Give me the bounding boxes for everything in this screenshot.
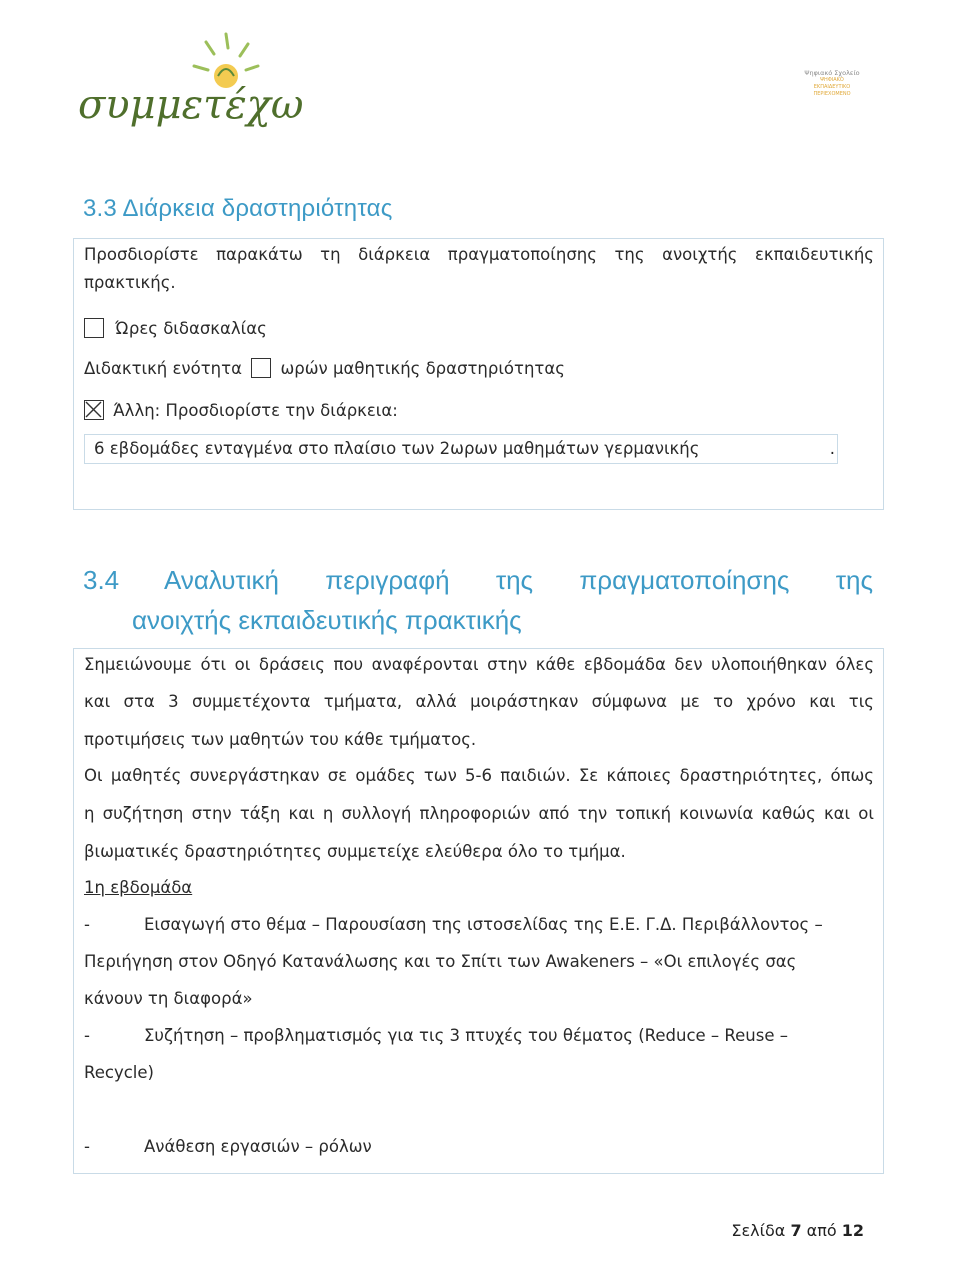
bullet-1-line3: κάνουν τη διαφορά»: [84, 989, 253, 1008]
digital-school-seal: [778, 22, 874, 134]
option-teaching-unit: [84, 358, 565, 378]
bullet-1-text: Εισαγωγή στο θέμα – Παρουσίαση της ιστοσελίδας της Ε.Ε. Γ.Δ. Περιβάλλοντος –: [144, 915, 823, 934]
seal-line-2: ΨΗΦΙΑΚΟ: [820, 77, 844, 83]
desc-p1-line3: προτιμήσεις των μαθητών του κάθε τμήματος.: [84, 730, 477, 749]
bullet-1-line1: [84, 915, 823, 934]
desc-p2-line3: βιωματικές δραστηριότητες συμμετείχε ελεύθερα όλο το τμήμα.: [84, 842, 626, 861]
seal-line-3: ΕΚΠΑΙΔΕΥΤΙΚΟ: [813, 84, 851, 90]
bullet-2-text: Συζήτηση – προβληματισμός για τις 3 πτυχές του θέματος (Reduce – Reuse –: [144, 1026, 788, 1045]
desc-p2-line2: η συζήτηση στην τάξη και η συλλογή πληροφοριών από την τοπική κοινωνία καθώς και οι: [84, 804, 874, 823]
bullet-3-dash: -: [84, 1137, 90, 1156]
footer-total-pages: 12: [841, 1221, 864, 1240]
other-checkbox-checked[interactable]: [84, 400, 104, 420]
bullet-3-text: Ανάθεση εργασιών – ρόλων: [144, 1137, 372, 1156]
desc-p2-line1: Οι μαθητές συνεργάστηκαν σε ομάδες των 5-6 παιδιών. Σε κάποιες δραστηριότητες, όπως: [84, 766, 874, 785]
desc-p1-line2: και στα 3 συμμετέχοντα τμήματα, αλλά μοιράστηκαν σύμφωνα με το χρόνο και τις: [84, 692, 874, 711]
teaching-unit-checkbox[interactable]: [251, 358, 271, 378]
bullet-2-dash: -: [84, 1026, 90, 1045]
bullet-1-line2: Περιήγηση στον Οδηγό Κατανάλωσης και το Σπίτι των Awakeners – «Οι επιλογές σας: [84, 952, 797, 971]
seal-line-1: Ψηφιακό Σχολείο: [804, 69, 860, 77]
option-teaching-unit-label: Διδακτική ενότητα: [84, 359, 242, 378]
option-student-hours-label: ωρών μαθητικής δραστηριότητας: [280, 359, 565, 378]
duration-intro-line2: πρακτικής.: [84, 273, 176, 292]
footer-of-word: από: [806, 1221, 837, 1240]
other-duration-dot: .: [829, 439, 835, 458]
duration-intro-line1: Προσδιορίστε παρακάτω τη διάρκεια πραγματοποίησης της ανοιχτής εκπαιδευτικής: [84, 245, 874, 264]
option-other-label: Άλλη: Προσδιορίστε την διάρκεια:: [113, 401, 398, 420]
option-other: [84, 400, 398, 420]
bullet-1-dash: -: [84, 915, 90, 934]
bullet-2-line2: Recycle): [84, 1063, 154, 1082]
week-1-heading: 1η εβδομάδα: [84, 878, 193, 897]
other-duration-field[interactable]: [84, 434, 838, 464]
symmeteho-logo: [76, 26, 304, 138]
bullet-2-line1: [84, 1026, 788, 1045]
section-3-3-title: 3.3 Διάρκεια δραστηριότητας: [83, 195, 393, 222]
option-teaching-hours: [84, 318, 267, 338]
option-teaching-hours-label: Ώρες διδασκαλίας: [115, 319, 267, 338]
description-box: [73, 648, 884, 1174]
other-duration-value: 6 εβδομάδες ενταγμένα στο πλαίσιο των 2ωρων μαθημάτων γερμανικής: [94, 439, 700, 458]
logo-wordmark: συμμετέχω: [78, 82, 304, 128]
section-3-4-title-line1: 3.4 Αναλυτική περιγραφή της πραγματοποίησης της: [83, 565, 873, 595]
section-3-4-title-line2: ανοιχτής εκπαιδευτικής πρακτικής: [132, 605, 522, 635]
teaching-hours-checkbox[interactable]: [84, 318, 104, 338]
bullet-3-line1: [84, 1137, 372, 1156]
footer-page-word: Σελίδα: [731, 1221, 786, 1240]
footer-current-page: 7: [790, 1221, 802, 1240]
desc-p1-line1: Σημειώνουμε ότι οι δράσεις που αναφέρονται στην κάθε εβδομάδα δεν υλοποιήθηκαν όλες: [84, 655, 874, 674]
page-footer: [731, 1221, 864, 1240]
seal-line-4: ΠΕΡΙΕΧΟΜΕΝΟ: [813, 91, 851, 97]
